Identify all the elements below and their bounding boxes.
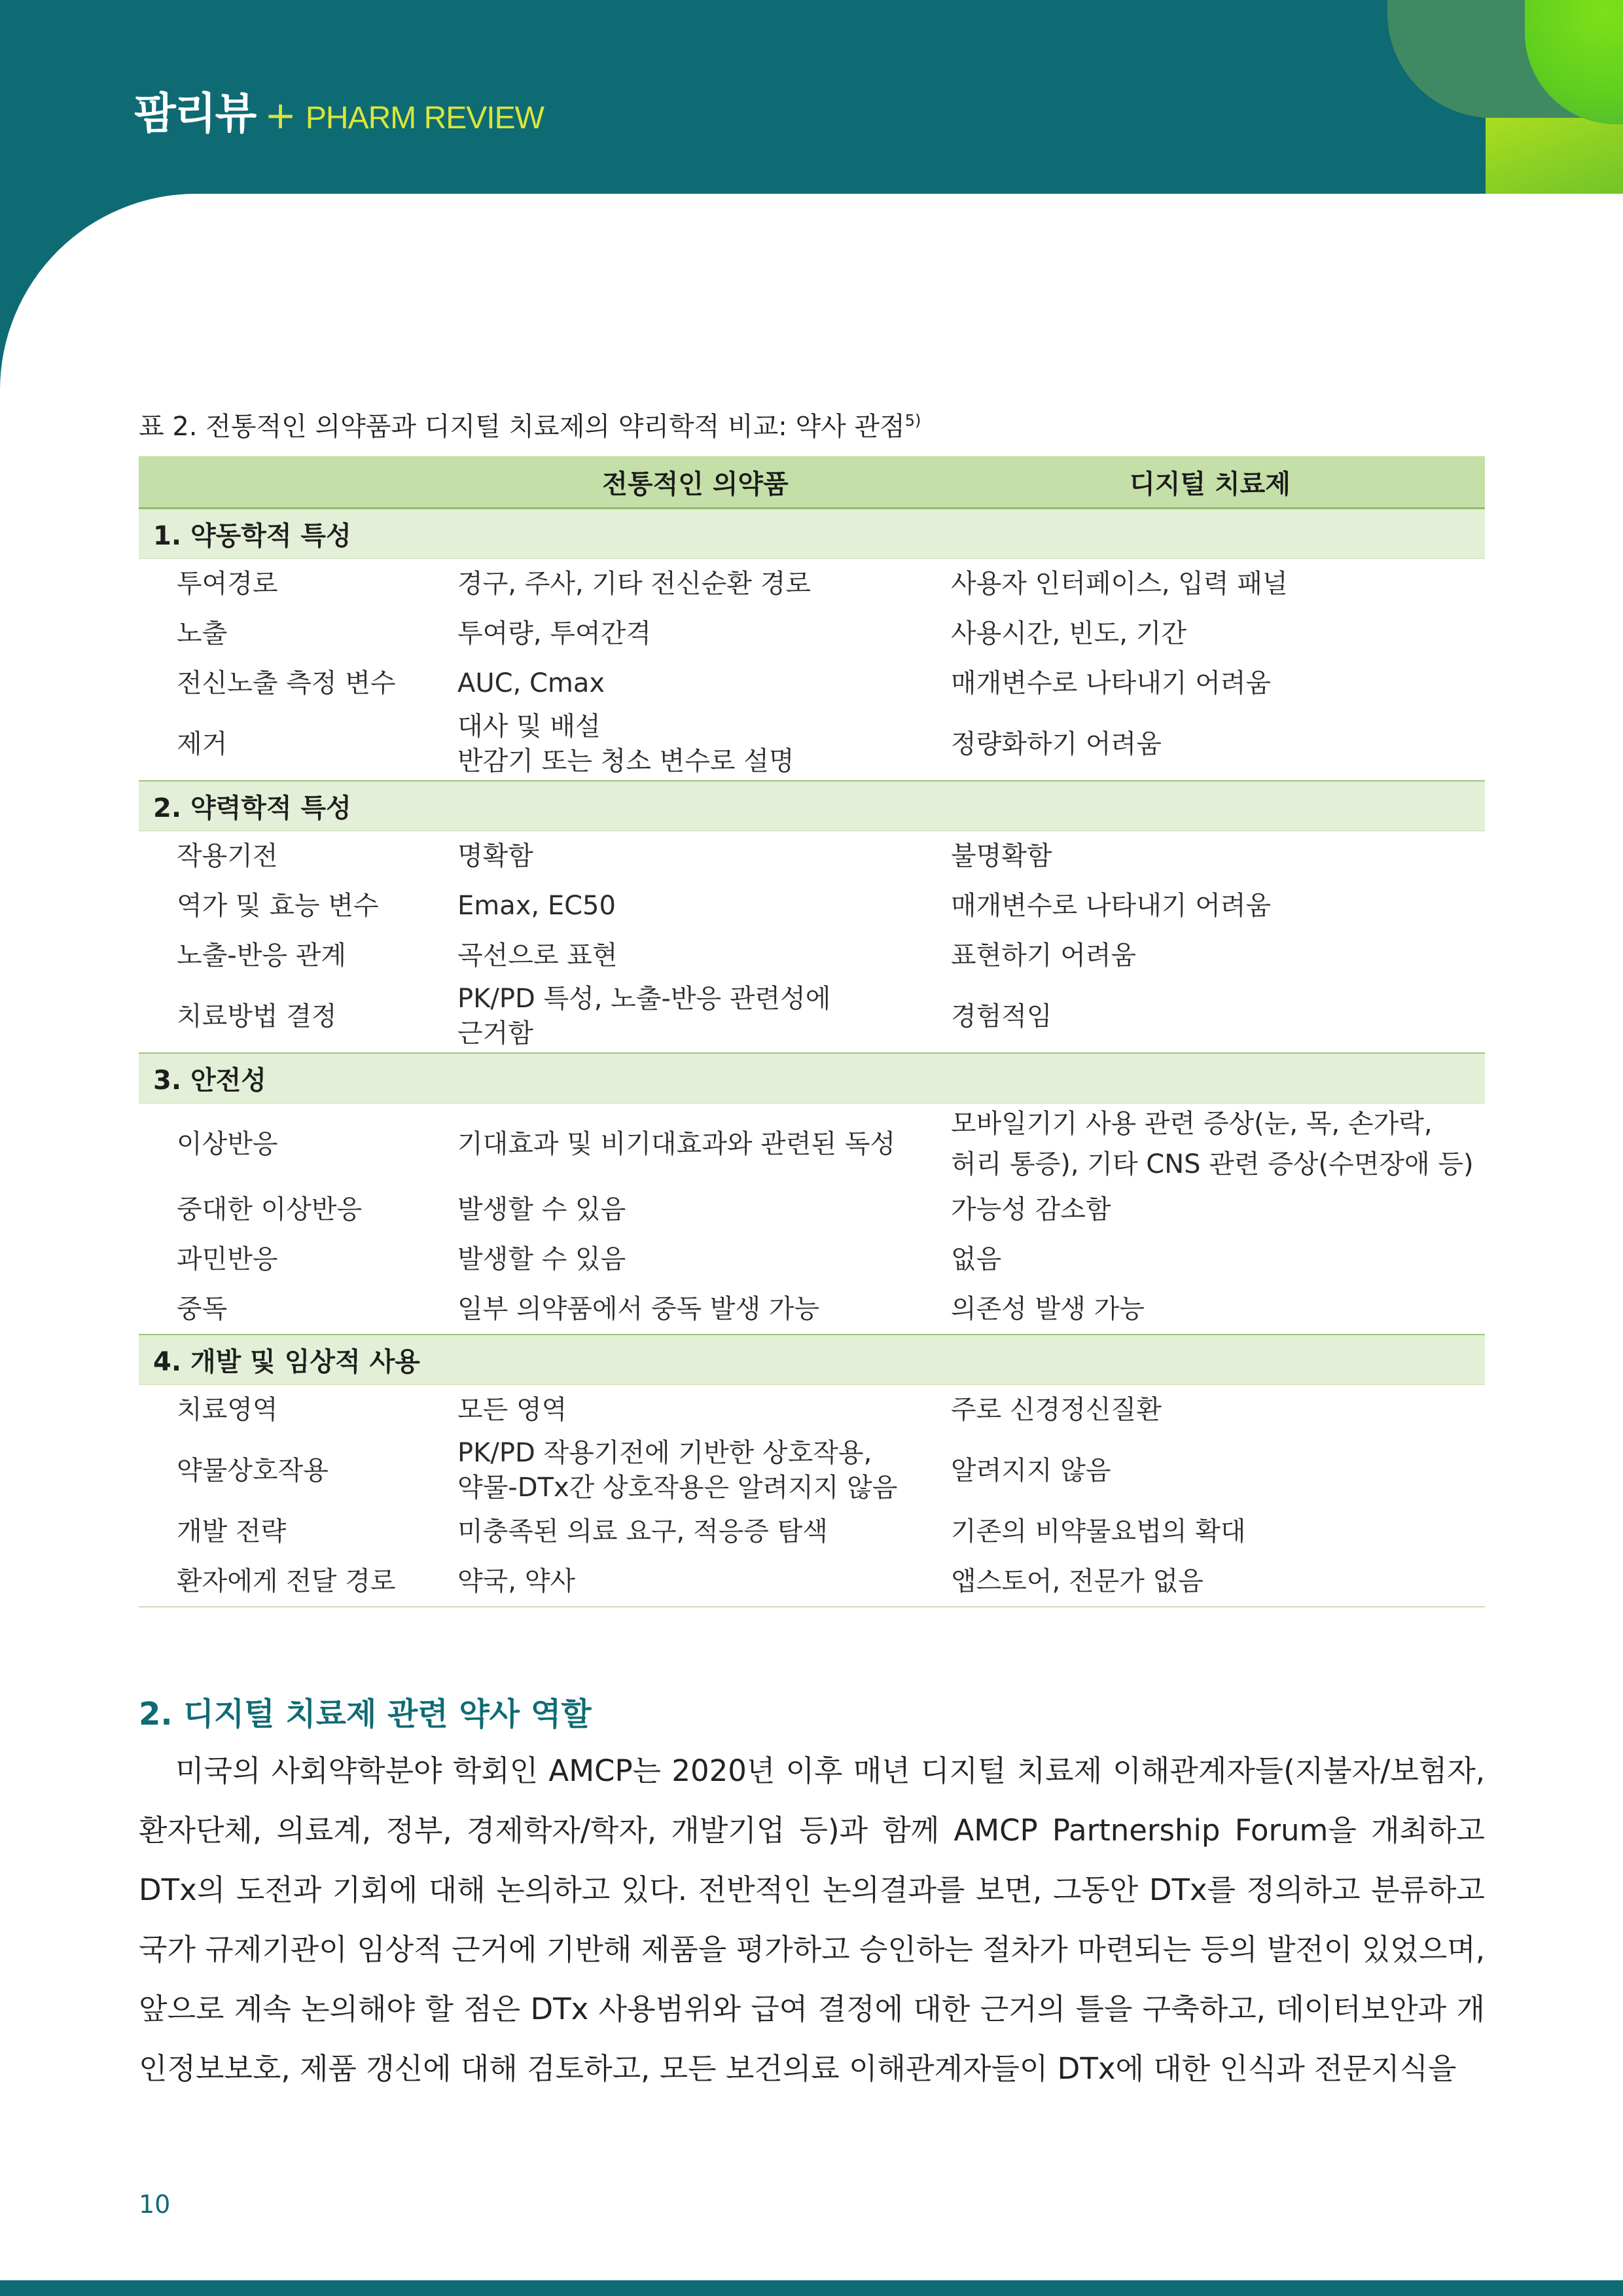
row-label: 개발 전략 [177, 1516, 287, 1547]
digital-value: 정량화하기 어려움 [951, 728, 1162, 759]
traditional-value: 경구, 주사, 기타 전신순환 경로 [457, 568, 811, 599]
row-label: 작용기전 [177, 840, 278, 871]
digital-value: 앱스토어, 전문가 없음 [935, 1556, 1485, 1607]
traditional-value [456, 1435, 935, 1507]
section-row [139, 509, 1485, 559]
traditional-value: AUC, Cmax [457, 668, 605, 698]
table-row [139, 559, 1485, 609]
header-cell-traditional: 전통적인 의약품 [456, 456, 935, 509]
body-paragraph: 미국의 사회약학분야 학회인 AMCP는 2020년 이후 매년 디지털 치료제 이해관계자들(지불자/보험자, 환자단체, 의료계, 정부, 경제학자/학자, 개발기업 등)과 함께 AMCP Partnership Forum을 개최하고 DTx의 도전과 기회에 대해 논의하고 있다. 전반적인 논의결과를 보면, 그동안 DTx를 정의하고 분류하고 국가 규제기관이 임상적 근거에 기반해 제품을 평가하고 승인하는 절차가 마련되는 등의 발전이 있었으며, 앞으로 계속 논의해야 할 점은 DTx 사용범위와 급여 결정에 대한 근거의 틀을 구축하고, 데이터보안과 개인정보보호, 제품 갱신에 대해 검토하고, 모든 보건의료 이해관계자들이 DTx에 대한 인식과 전문지식을 [139, 1753, 1485, 2086]
traditional-value-line: PK/PD 특성, 노출-반응 관련성에 [457, 984, 831, 1014]
row-label: 중독 [177, 1293, 228, 1324]
section-title: 1. 약동학적 특성 [139, 509, 1485, 559]
digital-value: 없음 [951, 1244, 1002, 1274]
header-cell-empty [139, 456, 456, 509]
traditional-value: 기대효과 및 비기대효과와 관련된 독성 [457, 1128, 896, 1159]
table-row [139, 881, 1485, 931]
section-row [139, 1053, 1485, 1103]
digital-value: 주로 신경정신질환 [951, 1394, 1162, 1425]
table-row [139, 658, 1485, 708]
table-header-row [139, 456, 1485, 509]
table-row [139, 1385, 1485, 1435]
digital-value-line: 모바일기기 사용 관련 증상(눈, 목, 손가락, [951, 1109, 1433, 1139]
digital-value: 매개변수로 나타내기 어려움 [951, 668, 1272, 698]
row-label: 역가 및 효능 변수 [177, 890, 379, 921]
row-label: 투여경로 [177, 568, 278, 599]
row-label: 노출 [177, 618, 228, 649]
table-caption-ref: 5) [904, 411, 921, 430]
table-row [139, 931, 1485, 980]
table-row [139, 831, 1485, 882]
section-heading: 2. 디지털 치료제 관련 약사 역할 [139, 1696, 592, 1732]
section-title: 2. 약력학적 특성 [139, 781, 1485, 831]
traditional-value: Emax, EC50 [457, 890, 616, 921]
traditional-value [456, 980, 935, 1053]
digital-value: 표현하기 어려움 [951, 940, 1137, 971]
table-row [139, 1556, 1485, 1607]
section-title: 4. 개발 및 임상적 사용 [139, 1335, 1485, 1385]
page-number: 10 [139, 2190, 171, 2219]
digital-value: 가능성 감소함 [951, 1194, 1111, 1225]
table-row [139, 1507, 1485, 1556]
digital-value: 사용자 인터페이스, 입력 패널 [951, 568, 1288, 599]
header-cell-digital: 디지털 치료제 [935, 456, 1485, 509]
digital-value: 사용시간, 빈도, 기간 [951, 618, 1186, 649]
digital-value: 기존의 비약물요법의 확대 [951, 1516, 1246, 1547]
section-row [139, 781, 1485, 831]
table-row [139, 980, 1485, 1053]
traditional-value: 명확함 [457, 840, 533, 871]
traditional-value [456, 708, 935, 781]
table-caption-text: 표 2. 전통적인 의약품과 디지털 치료제의 약리학적 비교: 약사 관점 [139, 412, 905, 442]
traditional-value-line: 약물-DTx간 상호작용은 알려지지 않음 [457, 1473, 898, 1503]
table-row [139, 609, 1485, 658]
row-label: 약물상호작용 [177, 1455, 329, 1486]
table-row [139, 708, 1485, 781]
digital-value-line: 허리 통증), 기타 CNS 관련 증상(수면장애 등) [951, 1149, 1474, 1179]
brand-logo [134, 79, 544, 141]
table-row [139, 1103, 1485, 1185]
traditional-value: 투여량, 투여간격 [457, 618, 651, 649]
traditional-value: 모든 영역 [457, 1394, 567, 1425]
traditional-value-line: 근거함 [457, 1018, 533, 1049]
comparison-table [139, 456, 1485, 1607]
traditional-value-line: 반감기 또는 청소 변수로 설명 [457, 746, 794, 776]
traditional-value: 발생할 수 있음 [457, 1194, 626, 1225]
digital-value: 경험적임 [951, 1001, 1052, 1031]
row-label: 이상반응 [177, 1128, 278, 1159]
section-title: 3. 안전성 [139, 1053, 1485, 1103]
traditional-value: 일부 의약품에서 중독 발생 가능 [457, 1293, 820, 1324]
row-label: 노출-반응 관계 [177, 940, 346, 971]
digital-value: 알려지지 않음 [951, 1455, 1111, 1486]
row-label: 제거 [177, 728, 228, 759]
traditional-value: 미충족된 의료 요구, 적응증 탐색 [457, 1516, 828, 1547]
row-label: 과민반응 [177, 1244, 278, 1274]
table-caption [139, 406, 921, 443]
traditional-value-line: 대사 및 배설 [457, 711, 601, 742]
footer-band [0, 2280, 1623, 2296]
traditional-value: 발생할 수 있음 [457, 1244, 626, 1274]
row-label: 중대한 이상반응 [177, 1194, 363, 1225]
row-label: 전신노출 측정 변수 [177, 668, 396, 698]
traditional-value-line: PK/PD 작용기전에 기반한 상호작용, [457, 1438, 872, 1469]
brand-korean: 팜리뷰 [134, 88, 256, 139]
row-label: 치료방법 결정 [177, 1001, 337, 1031]
traditional-value: 곡선으로 표현 [457, 940, 618, 971]
digital-value: 매개변수로 나타내기 어려움 [951, 890, 1272, 921]
brand-english: PHARM REVIEW [305, 101, 544, 135]
traditional-value: 약국, 약사 [456, 1556, 935, 1607]
section-row [139, 1335, 1485, 1385]
table-row [139, 1185, 1485, 1234]
digital-value: 불명확함 [951, 840, 1052, 871]
digital-value [935, 1103, 1485, 1185]
table-row [139, 1234, 1485, 1284]
row-label: 환자에게 전달 경로 [139, 1556, 456, 1607]
table-row [139, 1284, 1485, 1335]
table-row [139, 1435, 1485, 1507]
row-label: 치료영역 [177, 1394, 278, 1425]
brand-plus: + [264, 93, 296, 137]
digital-value: 의존성 발생 가능 [951, 1293, 1145, 1324]
